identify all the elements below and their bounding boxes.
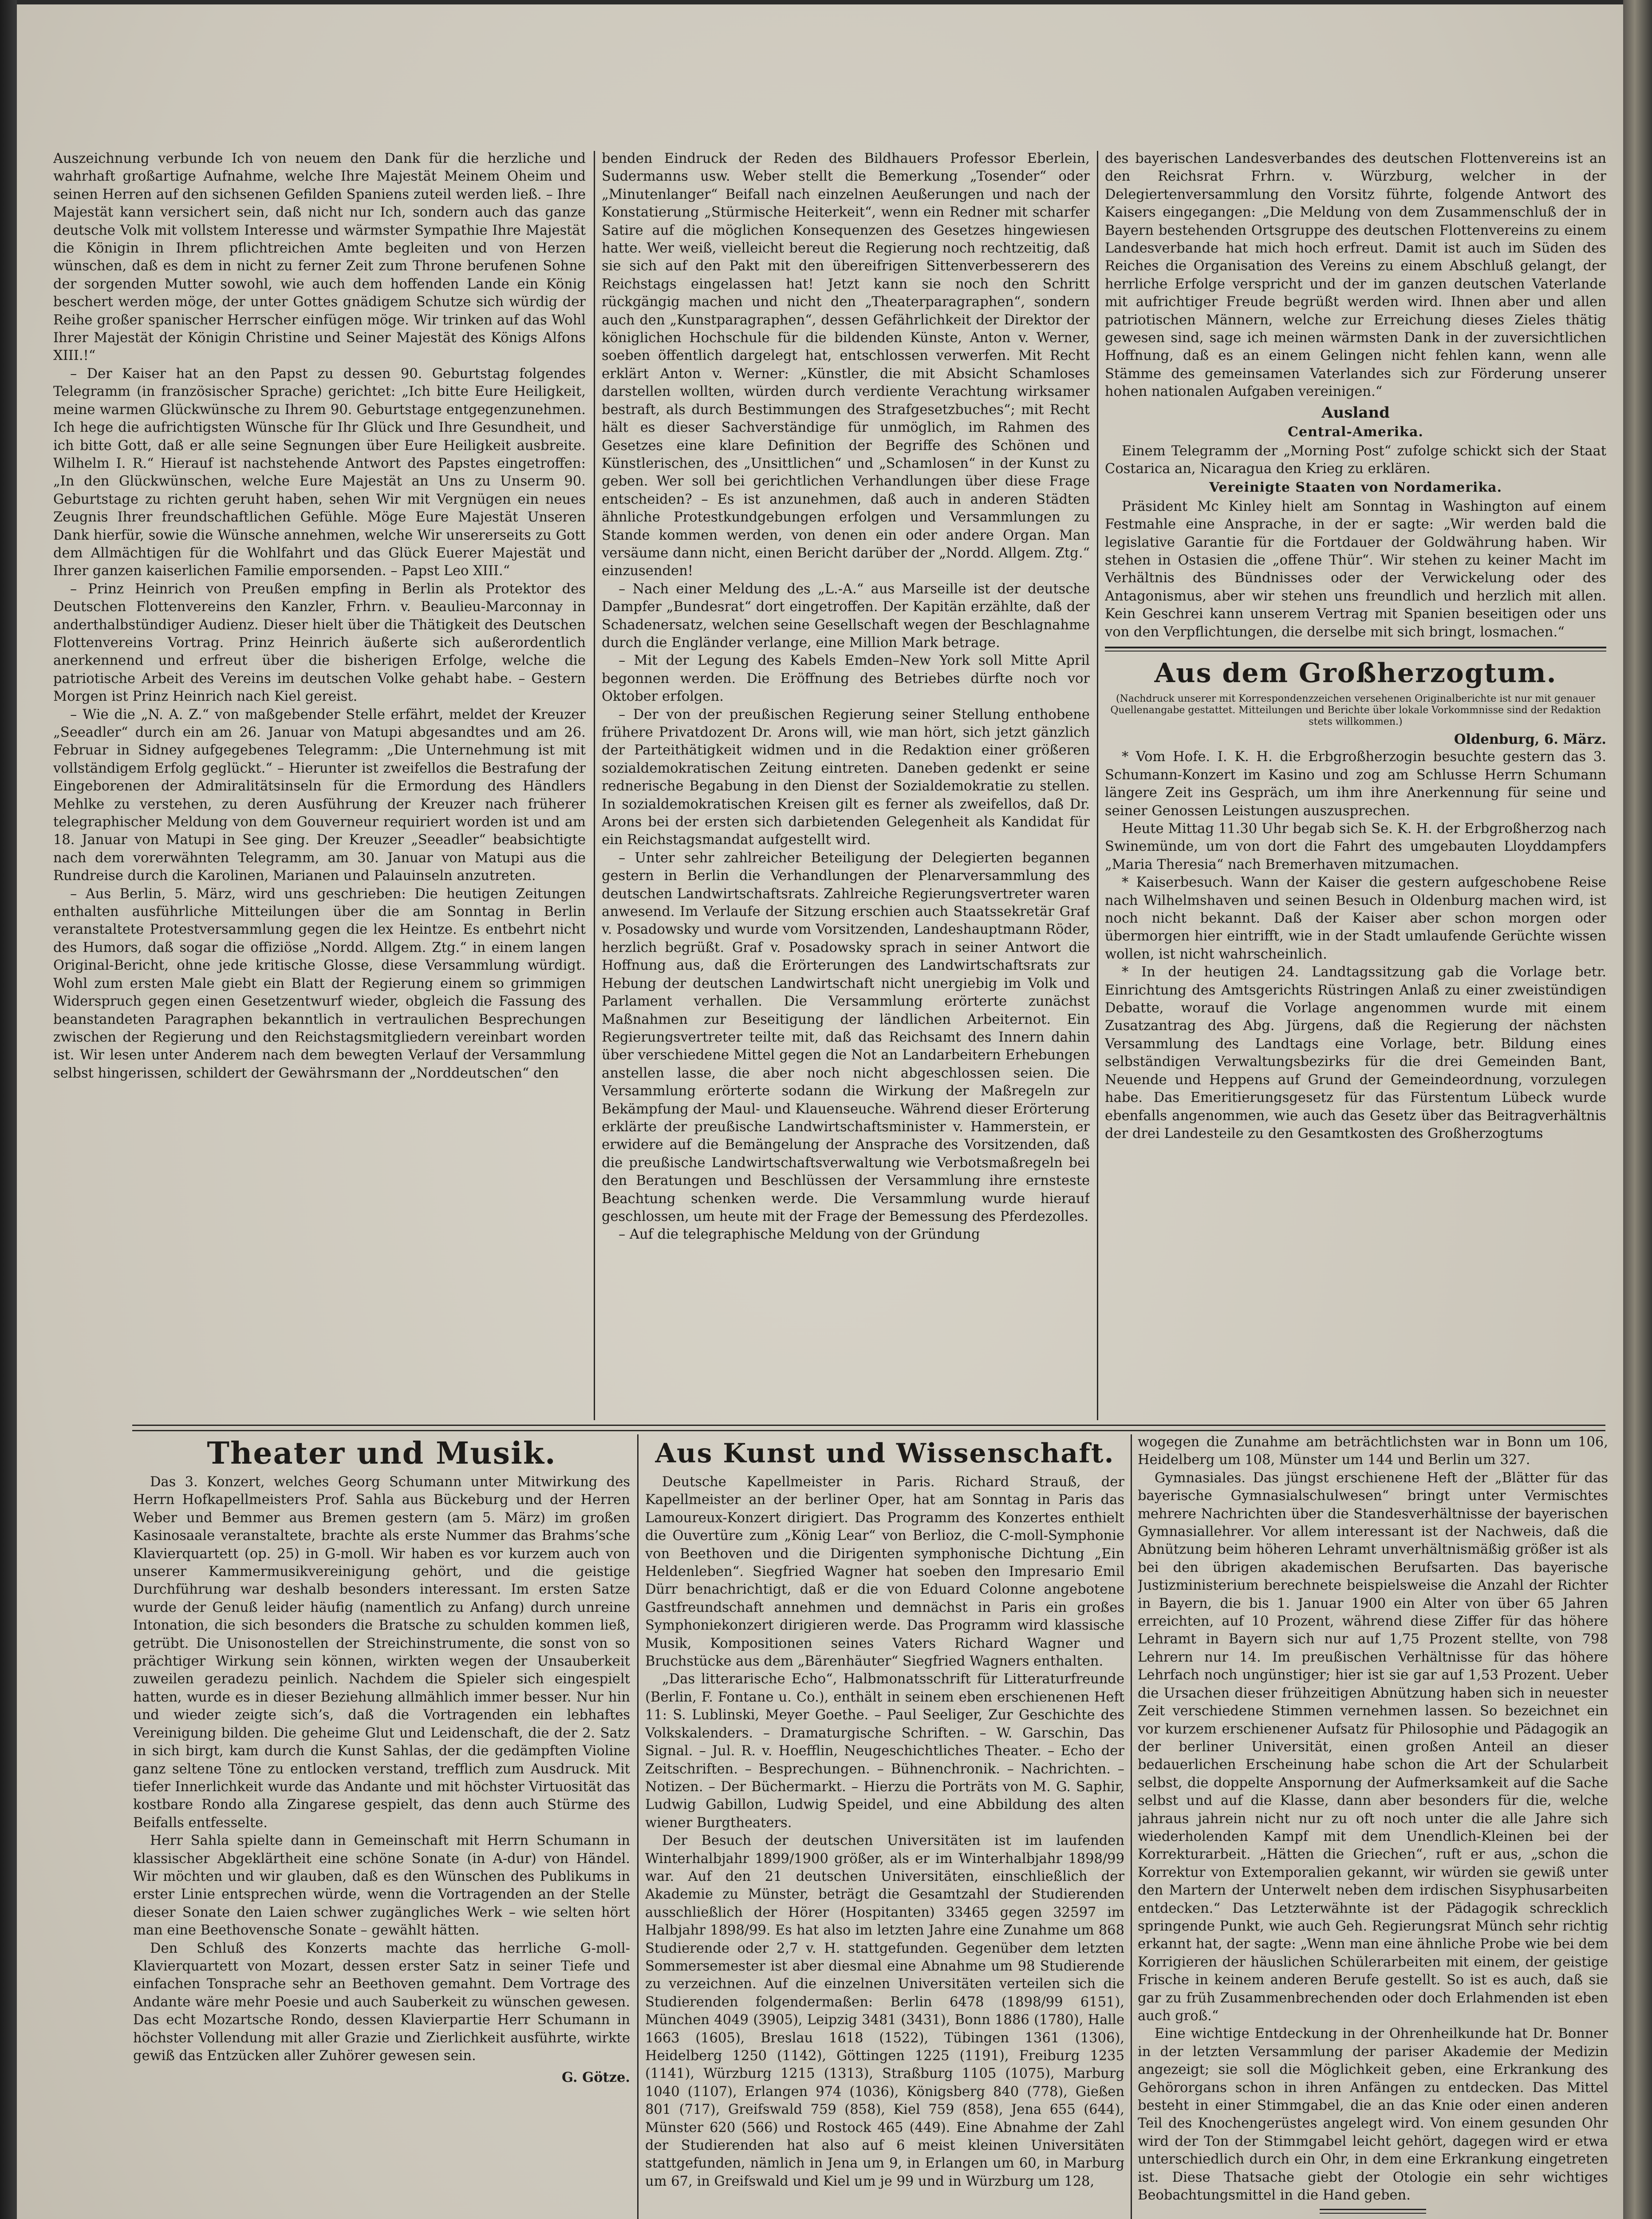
paragraph: – Prinz Heinrich von Preußen empfing in Berlin als Protektor des Deutschen Flottenvereins den Kanzler, Frhrn. v. Beaulieu-Marconnay in anderthalbstündiger Audienz. Dieser hielt über die Thätigkeit des Deutschen Flottenvereins Vortrag. Prinz Heinrich äußerte sich außerordentlich anerkennend und erfreut über die bisherigen Erfolge, welche die patriotische Arbeit des Vereins im deutschen Volke gehabt habe. – Gestern Morgen ist Prinz Heinrich nach Kiel gereist. — [53, 581, 586, 705]
column-divider — [594, 151, 595, 1420]
paragraph: – Aus Berlin, 5. März, wird uns geschrieben: Die heutigen Zeitungen enthalten ausführliche Mitteilungen über die am Sonntag in Berlin veranstaltete Protestversammlung gegen die lex Heintze. Es entbehrt nicht des Humors, daß sogar die offiziöse „Nordd. Allgem. Ztg.“ in einem langen Original-Bericht, ohne jede kritische Glosse, diese Versammlung würdigt. Wohl zum ersten Male giebt ein Blatt der Regierung einem so grimmigen Widerspruch gegen einen Gesetzentwurf wieder, obgleich die Fassung des beanstandeten Paragraphen bekanntlich in vertraulichen Besprechungen zwischen der Regierung und den Reichstagsmitgliedern vereinbart worden ist. Wir lesen unter Anderem nach dem bewegten Verlauf der Versammlung selbst hingerissen, schildert der Gewährsmann der „Norddeutschen“ den — [53, 886, 586, 1081]
paragraph: Den Schluß des Konzerts machte das herrliche G-moll-Klavierquartett von Mozart, dessen erster Satz in seiner Tiefe und einfachen Tonsprache sehr an Beethoven gemahnt. Dem Vortrage des Andante wäre mehr Poesie und auch Sauberkeit zu wünschen gewesen. Das echt Mozartsche Rondo, dessen Klavierpartie Herr Schumann in höchster Vollendung mit aller Grazie und Zierlichkeit ausführte, wirkte gewiß das Entzücken aller Zuhörer gewesen sein. — [133, 1940, 630, 2064]
paragraph: – Unter sehr zahlreicher Beteiligung der Delegierten begannen gestern in Berlin die Verhandlungen der Plenarversammlung des deutschen Landwirtschaftsrats. Zahlreiche Regierungsvertreter waren anwesend. Im Verlaufe der Sitzung erschien auch Staatssekretär Graf v. Posadowsky und wurde vom Vorsitzenden, Landeshauptmann Röder, herzlich begrüßt. Graf v. Posadowsky sprach in seiner Antwort die Hoffnung aus, daß die Erörterungen des Landwirtschaftsrats zur Hebung der deutschen Landwirtschaft nicht unergiebig im Volk und Parlament verhallen. Die Versammlung erörterte zunächst Maßnahmen zur Beseitigung der ländlichen Arbeiternot. Ein Regierungsvertreter teilte mit, daß das Reichsamt des Innern dahin über verschiedene Mittel gegen die Not an Landarbeitern Erhebungen anstellen lasse, die aber noch nicht abgeschlossen seien. Die Versammlung erörterte sodann die Wirkung der Maßregeln zur Bekämpfung der Maul- und Klauenseuche. Während dieser Erörterung erklärte der preußische Landwirtschaftsminister v. Hammerstein, er erwidere auf die Bemängelung der Ansprache des Vorsitzenden, daß die preußische Landwirtschaftsverwaltung wie Verbotsmaßregeln bei den Beratungen und Beschlüssen der Versammlung ihre ernsteste Beachtung schenken werde. Die Versammlung wurde hierauf geschlossen, um heute mit der Frage der Bemessung des Pferdezolles. — [602, 850, 1090, 1224]
subheading-central-amerika: Central-Amerika. — [1288, 424, 1423, 440]
book-spine — [0, 0, 17, 2219]
paragraph: * Kaiserbesuch. Wann der Kaiser die gestern aufgeschobene Reise nach Wilhelmshaven und seinen Besuch in Oldenburg machen wird, ist noch nicht bekannt. Daß der Kaiser aber schon morgen oder übermorgen hier eintrifft, wie in der Stadt umlaufende Gerüchte wissen wollen, ist nicht wahrscheinlich. — [1105, 875, 1606, 962]
upper-column-2 — [602, 150, 1090, 1422]
newspaper-page — [17, 4, 1623, 2219]
paragraph: Deutsche Kapellmeister in Paris. Richard Strauß, der Kapellmeister an der berliner Oper, hat am Sonntag in Paris das Lamoureux-Konzert dirigiert. Das Programm des Konzertes enthielt die Ouvertüre zum „König Lear“ von Berlioz, die C-moll-Symphonie von Beethoven und die Dirigenten symphonische Dichtung „Ein Heldenleben“. Siegfried Wagner hat soeben den Impresario Emil Dürr benachrichtigt, daß er die von Eduard Colonne angebotene Gastfreundschaft annehmen und demnächst in Paris ein großes Symphoniekonzert dirigieren werde. Das Programm wird klassische Musik, Kompositionen seines Vaters Richard Wagner und Bruchstücke aus dem „Bärenhäuter“ Siegfried Wagners enthalten. — [645, 1474, 1124, 1670]
paragraph: – Mit der Legung des Kabels Emden–New York soll Mitte April begonnen werden. Die Eröffnung des Betriebes dürfte noch vor Oktober erfolgen. — [602, 653, 1090, 705]
paragraph: Das 3. Konzert, welches Georg Schumann unter Mitwirkung des Herrn Hofkapellmeisters Prof. Sahla aus Bückeburg und der Herren Weber und Bemmer aus Bremen gestern (am 5. März) im großen Kasinosaale veranstaltete, brachte als erste Nummer das Brahms’sche Klavierquartett (op. 25) in G-moll. Wir haben es vor kurzem auch von unserer Kammermusikvereinigung gehört, und die geistige Durchführung war deshalb besonders interessant. Im ersten Satze wurde der Genuß leider häufig (namentlich zu Anfang) durch unreine Intonation, die sich besonders die Bratsche zu schulden kommen ließ, getrübt. Die Unisonostellen der Streichinstrumente, die sonst von so prächtiger Wirkung sein können, wirkten wegen der Unsauberkeit zuweilen geradezu peinlich. Nachdem die Spieler sich eingespielt hatten, wurde es in dieser Beziehung allmählich immer besser. Nur hin und wieder zeigte sich’s, daß die Vortragenden ein lebhaftes Vereinigung bilden. Die geheime Glut und Leidenschaft, die der 2. Satz in sich birgt, kam durch die Kunst Sahlas, der die gedämpften Violine ganz seltene Töne zu entlocken verstand, trefflich zum Ausdruck. Mit tiefer Innerlichkeit wurde das Andante und mit höchster Virtuosität das kostbare Rondo alla Zingarese gespielt, das denn auch Stürme des Beifalls entfesselte. — [133, 1474, 630, 1831]
paragraph: Der Besuch der deutschen Universitäten ist im laufenden Winterhalbjahr 1899/1900 größer, als er im Winterhalbjahr 1898/99 war. Auf den 21 deutschen Universitäten, einschließlich der Akademie zu Münster, beträgt die Gesamtzahl der Studierenden ausschließlich der Hörer (Hospitanten) 33465 gegen 32597 im Halbjahr 1898/99. Es hat also im letzten Jahre eine Zunahme um 868 Studierende oder 2,7 v. H. stattgefunden. Gegenüber dem letzten Sommersemester ist aber diesmal eine Abnahme um 98 Studierende zu verzeichnen. Auf die einzelnen Universitäten verteilen sich die Studierenden folgendermaßen: Berlin 6478 (1898/99 6151), München 4049 (3905), Leipzig 3481 (3431), Bonn 1886 (1780), Halle 1663 (1605), Breslau 1618 (1522), Tübingen 1361 (1306), Heidelberg 1250 (1142), Göttingen 1225 (1191), Freiburg 1235 (1141), Würzburg 1215 (1313), Straßburg 1105 (1075), Marburg 1040 (1107), Erlangen 974 (1036), Königsberg 840 (778), Gießen 801 (717), Greifswald 759 (858), Kiel 759 (858), Jena 655 (644), Münster 620 (566) und Rostock 465 (449). Eine Abnahme der Zahl der Studierenden hat also auf 6 meist kleinen Universitäten stattgefunden, nämlich in Jena um 9, in Erlangen um 60, in Marburg um 67, in Greifswald und Kiel um je 99 und in Würzburg um 128, — [645, 1833, 1124, 2189]
upper-column-1 — [53, 150, 586, 1422]
paragraph: „Das litterarische Echo“, Halbmonatsschrift für Litteraturfreunde (Berlin, F. Fontane u. Co.), enthält in seinem eben erschienenen Heft 11: S. Lublinski, Meyer Goethe. – Paul Seeliger, Zur Geschichte des Volkskalenders. – Dramaturgische Schriften. – W. Garschin, Das Signal. – Jul. R. v. Hoefflin, Neugeschichtliches Theater. – Echo der Zeitschriften. – Besprechungen. – Bühnenchronik. – Nachrichten. – Notizen. – Der Büchermarkt. – Hierzu die Porträts von M. G. Saphir, Ludwig Gabillon, Ludwig Speidel, und eine Abbildung des alten wiener Burgtheaters. — [645, 1671, 1124, 1831]
column-divider — [1097, 151, 1098, 1420]
feuilleton-separator — [132, 1425, 1605, 1431]
reprint-note: (Nachdruck unserer mit Korrespondenzzeichen versehenen Originalberichte ist nur mit genauer Quellenangabe gestattet. Mitteilungen und Berichte über lokale Vorkommnisse sind der Redaktion stets willkommen.) — [1110, 693, 1601, 727]
section-rule — [1105, 647, 1606, 651]
dateline: Oldenburg, 6. März. — [1454, 731, 1606, 747]
author-signature: G. Götze. — [561, 2069, 630, 2086]
page-edge — [1623, 0, 1652, 2219]
section-heading-grossherzogtum: Aus dem Großherzogtum. — [1154, 657, 1557, 689]
column-divider — [1131, 1434, 1132, 2219]
upper-column-3 — [1105, 150, 1606, 1422]
paragraph: benden Eindruck der Reden des Bildhauers Professor Eberlein, Sudermanns usw. Weber stellt die Bemerkung „Tosender“ oder „Minutenlanger“ Beifall nach einzelnen Aeußerungen und nach der Konstatierung „Stürmische Heiterkeit“, wenn ein Redner mit scharfer Satire auf die möglichen Konsequenzen des Gesetzes hingewiesen hatte. Wer weiß, vielleicht bereut die Regierung noch rechtzeitig, daß sie sich auf den Pakt mit den übereifrigen Sittenverbesserern des Reichstags eingelassen hat! Jetzt kann sie noch den Schritt rückgängig machen und nicht den „Theaterparagraphen“, sondern auch den „Kunstparagraphen“, dessen Gefährlichkeit der Direktor der königlichen Hochschule für die bildenden Künste, Anton v. Werner, soeben öffentlich dargelegt hat, entschlossen verwerfen. Mit Recht erklärt Anton v. Werner: „Künstler, die mit Absicht Schamloses darstellen wollten, würden durch verdiente Verachtung wirksamer bestraft, als durch Bestimmungen des Strafgesetzbuches“; mit Recht hält es dieser Sachverständige für unmöglich, im Rahmen des Gesetzes eine klare Definition der Begriffe des Schönen und Künstlerischen, des „Unsittlichen“ und „Schamlosen“ in der Kunst zu geben. Wer soll bei gerichtlichen Verhandlungen über diese Frage entscheiden? – Es ist anzunehmen, daß auch in anderen Städten ähnliche Protestkundgebungen erfolgen und Versammlungen zu Stande kommen werden, von denen ein oder andere Organ. Man versäume dann nicht, einen Bericht darüber der „Nordd. Allgem. Ztg.“ einzusenden! — [602, 151, 1090, 579]
subheading-usa: Vereinigte Staaten von Nordamerika. — [1209, 480, 1502, 496]
paragraph: – Wie die „N. A. Z.“ von maßgebender Stelle erfährt, meldet der Kreuzer „Seeadler“ durch ein am 26. Januar von Matupi abgesandtes und am 26. Februar in Sidney aufgegebenes Telegramm: „Die Unternehmung ist mit vollständigem Erfolg geglückt.“ – Hierunter ist zweifellos die Bestrafung der Eingeborenen der Admiralitätsinseln für die Ermordung des Händlers Mehlke zu verstehen, zu deren Ausführung der Kreuzer nach früherer telegraphischer Meldung von dem Gouverneur requiriert worden ist und am 18. Januar von Matupi in See ging. Der Kreuzer „Seeadler“ beabsichtigte nach dem vorerwähnten Telegramm, am 30. Januar von Matupi aus die Rundreise durch die Karolinen, Marianen und Palauinseln anzutreten. — [53, 707, 586, 884]
paragraph: Einem Telegramm der „Morning Post“ zufolge schickt sich der Staat Costarica an, Nicaragua den Krieg zu erklären. — [1105, 443, 1606, 477]
section-heading-kunst: Aus Kunst und Wissenschaft. — [655, 1438, 1115, 1469]
paragraph: Eine wichtige Entdeckung in der Ohrenheilkunde hat Dr. Bonner in der letzten Versammlung der pariser Akademie der Medizin angezeigt; sie soll die Möglichkeit geben, eine Erkrankung des Gehörorgans schon in ihren Anfängen zu entdecken. Das Mittel besteht in einer Stimmgabel, die an das Knie oder einen anderen Teil des Knochengerüstes angelegt wird. Von einem gesunden Ohr wird der Ton der Stimmgabel leicht gehört, dagegen wird er etwa unterschiedlich durch ein Ohr, in dem eine Erkrankung eingetreten ist. Diese Thatsache giebt der Otologie ein sehr wichtiges Beobachtungsmittel in die Hand geben. — [1138, 2026, 1608, 2203]
paragraph: Auszeichnung verbunde Ich von neuem den Dank für die herzliche und wahrhaft großartige Aufnahme, welche Ihre Majestät Meinem Oheim und seinen Herren auf den sichsenen Gefilden Spaniens zuteil werden ließ. – Ihre Majestät kann versichert sein, daß nicht nur Ich, sondern auch das ganze deutsche Volk mit vollstem Interesse und wärmster Sympathie Ihre Majestät die Königin in Ihrem pflichtreichen Amte begleiten und von Herzen wünschen, daß es dem in nicht zu ferner Zeit zum Throne berufenen Sohne der sorgenden Mutter sowohl, wie auch dem hoffenden Lande ein König beschert werden möge, der unter Gottes gnädigem Schutze sich würdig der Reihe großer spanischer Herrscher einfügen möge. Wir trinken auf das Wohl Ihrer Majestät der Königin Christine und Seiner Majestät des Königs Alfons XIII.!“ — [53, 151, 586, 364]
paragraph: – Der Kaiser hat an den Papst zu dessen 90. Geburtstag folgendes Telegramm (in französischer Sprache) gerichtet: „Ich bitte Eure Heiligkeit, meine warmen Glückwünsche zu Ihrem 90. Geburtstage entgegenzunehmen. Ich hege die aufrichtigsten Wünsche für Ihr Glück und Ihre Gesundheit, und ich bitte Gott, daß er alle seine Segnungen über Eure Heiligkeit ausbreite. Wilhelm I. R.“ Hierauf ist nachstehende Antwort des Papstes eingetroffen: „In den Glückwünschen, welche Eure Majestät an Uns zu Unserm 90. Geburtstage zu richten geruht haben, sehen Wir mit Vergnügen ein neues Zeugnis Ihrer freundschaftlichen Gefühle. Möge Eure Majestät Unseren Dank hierfür, sowie die Wünsche annehmen, welche Wir unsererseits zu Gott dem Allmächtigen für die Wohlfahrt und das Glück Euerer Majestät und Ihrer ganzen kaiserlichen Familie emporsenden. – Papst Leo XIII.“ — [53, 366, 586, 579]
paragraph: * Vom Hofe. I. K. H. die Erbgroßherzogin besuchte gestern das 3. Schumann-Konzert im Kasino und zog am Schlusse Herrn Schumann längere Zeit ins Gespräch, um ihm ihre Anerkennung für seine und seiner Genossen Leistungen auszusprechen. — [1105, 749, 1606, 819]
section-heading-theater: Theater und Musik. — [207, 1436, 556, 1471]
section-heading-ausland: Ausland — [1321, 403, 1390, 422]
paragraph: wogegen die Zunahme am beträchtlichsten war in Bonn um 106, Heidelberg um 108, Münster um 144 und Berlin um 327. — [1138, 1434, 1608, 1468]
theater-column — [133, 1433, 630, 2219]
paragraph: Heute Mittag 11.30 Uhr begab sich Se. K. H. der Erbgroßherzog nach Swinemünde, um von dort die Fahrt des umgebauten Lloyddampfers „Maria Theresia“ nach Bremerhaven mitzumachen. — [1105, 821, 1606, 873]
paragraph: des bayerischen Landesverbandes des deutschen Flottenvereins ist an den Reichsrat Frhrn. v. Würzburg, welcher in der Delegiertenversammlung den Vorsitz führte, folgende Antwort des Kaisers eingegangen: „Die Meldung von dem Zusammenschluß der in Bayern bestehenden Ortsgruppe des deutschen Flottenvereins zu einem Landesverbande hat mich hoch erfreut. Damit ist auch im Süden des Reiches die Organisation des Vereins zu einem Abschluß gelangt, der herrliche Erfolge verspricht und der im ganzen deutschen Vaterlande mit aufrichtiger Freude begrüßt werden wird. Ihnen aber und allen patriotischen Männern, welche zur Erreichung dieses Zieles thätig gewesen sind, sage ich meinen wärmsten Dank in der zuversichtlichen Hoffnung, daß es an einem Gelingen nicht fehlen kann, wenn alle Stämme des gemeinsamen Vaterlandes sich zur Förderung unserer hohen nationalen Aufgaben vereinigen.“ — [1105, 151, 1606, 400]
column-divider — [637, 1434, 639, 2219]
paragraph: Gymnasiales. Das jüngst erschienene Heft der „Blätter für das bayerische Gymnasialschulwesen“ bringt unter Vermischtes mehrere Nachrichten über die Standesverhältnisse der bayerischen Gymnasiallehrer. Vor allem interessant ist der Nachweis, daß die Abnützung beim höheren Lehramt unverhältnismäßig größer ist als bei den übrigen akademischen Berufsarten. Das bayerische Justizministerium berechnete beispielsweise die Anzahl der Richter in Bayern, die bis 1. Januar 1900 ein Alter von über 65 Jahren erreichten, auf 10 Prozent, während diese Ziffer für das höhere Lehramt in Bayern sich nur auf 1,75 Prozent stellte, von 798 Lehrern nur 14. Im preußischen Verhältnisse für das höhere Lehrfach noch ungünstiger; hier ist sie gar auf 1,53 Prozent. Ueber die Ursachen dieser frühzeitigen Abnützung haben sich in neuester Zeit verschiedene Stimmen vernehmen lassen. So bezeichnet ein vor kurzem erschienener Aufsatz für Philosophie und Pädagogik an der berliner Universität, einen großen Anteil an dieser bedauerlichen Erscheinung habe schon die Art der Schularbeit selbst, die doppelte Anspornung der Aufmerksamkeit auf die Sache selbst und auf die Klasse, dann aber besonders für die, welche jahraus jahrein nicht nur zu oft noch unter die alle Jahre sich wiederholenden Kampf mit dem Unendlich-Kleinen bei der Korrekturarbeit. „Hätten die Griechen“, ruft er aus, „schon die Korrektur von Extemporalien gekannt, wir würden sie gewiß unter den Martern der Unterwelt neben dem irdischen Sisyphusarbeiten entdecken.“ Das Letzterwähnte ist der Pädagogik schrecklich springende Punkt, wie auch Geh. Regierungsrat Münch sehr richtig erkannt hat, der sagte: „Wenn man eine ähnliche Probe wie bei dem Korrigieren der häuslichen Schülerarbeiten mit einem, der geistige Frische in keinem anderen Berufe gestellt. So ist es auch, daß sie gar zu früh Zusammenbrechenden oder doch Erlahmenden ist eben auch groß.“ — [1138, 1470, 1608, 2024]
paragraph: * In der heutigen 24. Landtagssitzung gab die Vorlage betr. Einrichtung des Amtsgerichts Rüstringen Anlaß zu einer zweistündigen Debatte, worauf die Vorlage angenommen wurde mit einem Zusatzantrag des Abg. Jürgens, daß die Regierung der nächsten Versammlung des Landtags eine Vorlage, betr. Bildung eines selbständigen Verwaltungsbezirks für die drei Gemeinden Bant, Neuende und Heppens auf Grund der Gemeindeordnung, vorzulegen habe. Das Emeritierungsgesetz für das Fürstentum Lübeck wurde ebenfalls angenommen, wie auch das Gesetz über das Beitragverhältnis der drei Landesteile zu den Gesamtkosten des Großherzogtums — [1105, 964, 1606, 1141]
right-lower-column — [1138, 1433, 1608, 2219]
paragraph: – Auf die telegraphische Meldung von der Gründung — [619, 1227, 980, 1243]
end-rule — [1320, 2209, 1426, 2214]
paragraph: – Nach einer Meldung des „L.-A.“ aus Marseille ist der deutsche Dampfer „Bundesrat“ dort eingetroffen. Der Kapitän erzählte, daß der Schadenersatz, welchen seine Gesellschaft wegen der Beschlagnahme durch die Engländer verlange, eine Million Mark betrage. — [602, 581, 1090, 651]
paragraph: Herr Sahla spielte dann in Gemeinschaft mit Herrn Schumann in klassischer Abgeklärtheit eine schöne Sonate (in A-dur) von Händel. Wir möchten und wir glauben, daß es den Wünschen des Publikums in erster Linie entsprechen würde, wenn die Vortragenden an der Stelle dieser Sonate den Laien schwer zugängliches Werk – wie selten hört man eine Beethovensche Sonate – gewählt hätten. — [133, 1833, 630, 1939]
paragraph: – Der von der preußischen Regierung seiner Stellung enthobene frühere Privatdozent Dr. Arons will, wie man hört, sich jetzt gänzlich der Parteithätigkeit widmen und in die Redaktion einer größeren sozialdemokratischen Zeitung eintreten. Daneben gedenkt er seine rednerische Begabung in den Dienst der Sozialdemokratie zu stellen. In sozialdemokratischen Kreisen gilt es ferner als zweifellos, daß Dr. Arons bei der ersten sich darbietenden Gelegenheit als Kandidat für ein Reichstagsmandat aufgestellt wird. — [602, 707, 1090, 848]
paragraph: Präsident Mc Kinley hielt am Sonntag in Washington auf einem Festmahle eine Ansprache, in der er sagte: „Wir werden bald die legislative Garantie für die Fortdauer der Goldwährung haben. Wir stehen in Ostasien die „offene Thür“. Wir stehen zu keiner Macht im Verhältnis des Bündnisses oder der Verwickelung oder des Antagonismus, aber wir stehen uns freundlich und herzlich mit allen. Kein Geschrei kann unserem Vertrag mit Spanien beseitigen oder uns von den Verpflichtungen, die derselbe mit sich bringt, losmachen.“ — [1105, 498, 1606, 640]
kunst-column — [645, 1433, 1124, 2219]
